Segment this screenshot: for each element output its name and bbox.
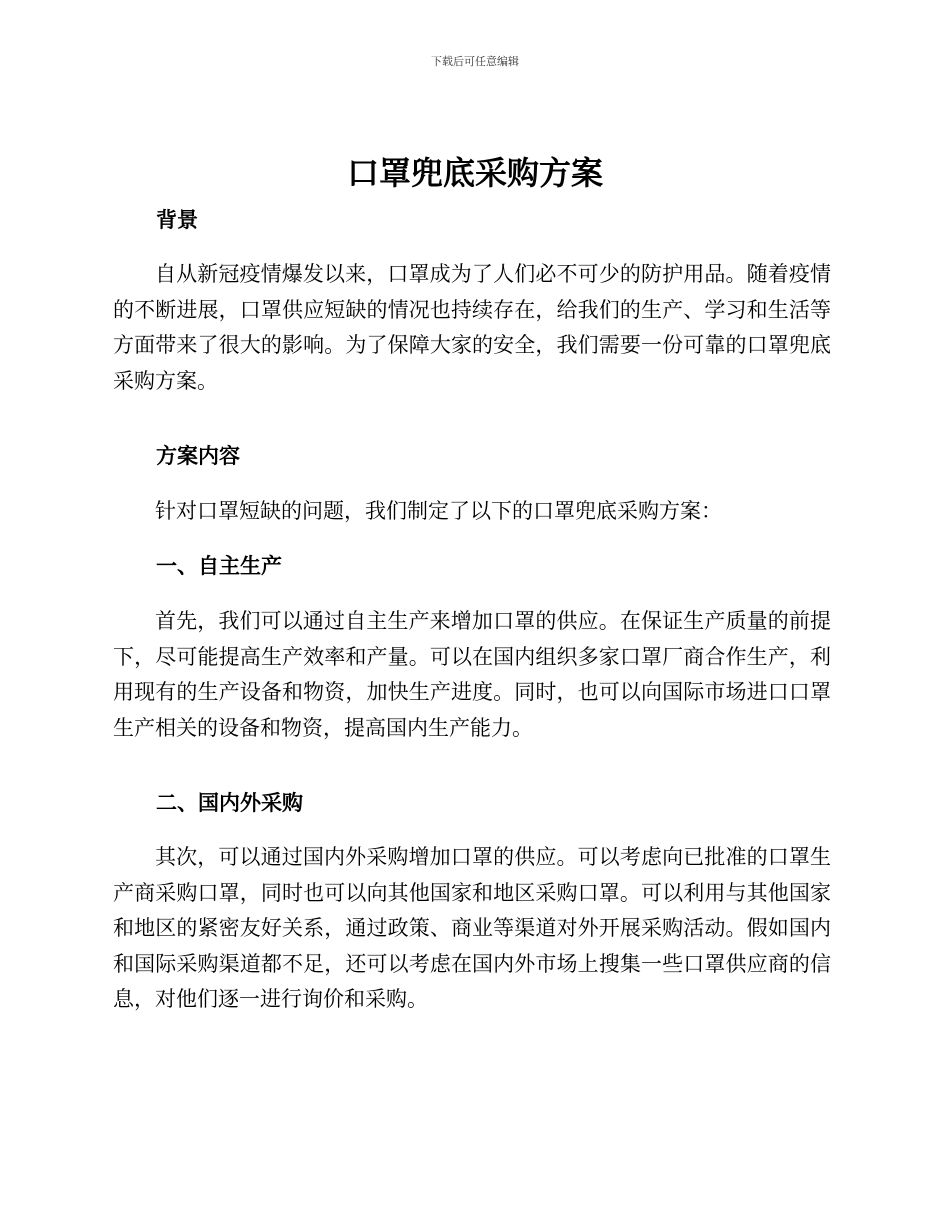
- page-header-note: 下载后可任意编辑: [431, 55, 519, 68]
- section-paragraph-plan-content: 针对口罩短缺的问题，我们制定了以下的口罩兜底采购方案：: [155, 499, 722, 523]
- section-paragraph-procurement: 其次，可以通过国内外采购增加口罩的供应。可以考虑向已批准的口罩生产商采购口罩，同时也可以向其他国家和地区采购口罩。可以利用与其他国家和地区的紧密友好关系，通过政策、商业等渠道对外开展采购活动。假如国内和国际采购渠道都不足，还可以考虑在国内外市场上搜集一些口罩供应商的信息，对他们逐一进行询价和采购。: [113, 845, 831, 1011]
- section-heading-plan-content: 方案内容: [156, 444, 240, 468]
- section-heading-background: 背景: [156, 208, 198, 232]
- document-title: 口罩兜底采购方案: [346, 154, 603, 192]
- section-heading-self-production: 一、自主生产: [156, 554, 282, 578]
- section-paragraph-background: 自从新冠疫情爆发以来，口罩成为了人们必不可少的防护用品。随着疫情的不断进展，口罩供应短缺的情况也持续存在，给我们的生产、学习和生活等方面带来了很大的影响。为了保障大家的安全，我们需要一份可靠的口罩兜底采购方案。: [113, 262, 831, 393]
- section-heading-procurement: 二、国内外采购: [156, 791, 303, 815]
- section-paragraph-self-production: 首先，我们可以通过自主生产来增加口罩的供应。在保证生产质量的前提下，尽可能提高生产效率和产量。可以在国内组织多家口罩厂商合作生产，利用现有的生产设备和物资，加快生产进度。同时，也可以向国际市场进口口罩生产相关的设备和物资，提高国内生产能力。: [113, 609, 831, 740]
